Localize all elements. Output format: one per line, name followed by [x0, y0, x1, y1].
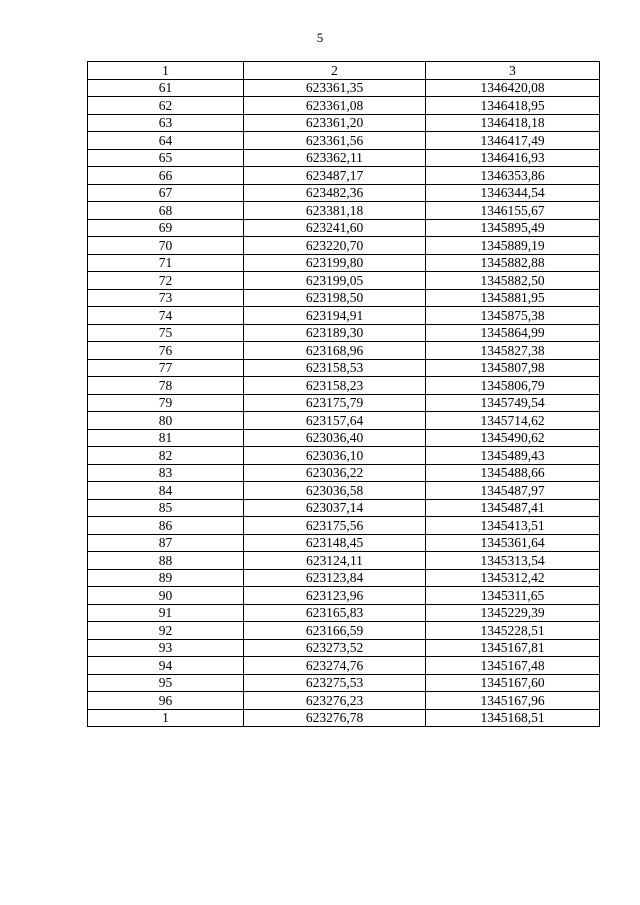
point-number-cell: 77: [88, 359, 244, 377]
x-coordinate-cell: 623275,53: [244, 674, 426, 692]
table-row: [88, 324, 600, 342]
x-coordinate-cell: 623381,18: [244, 202, 426, 220]
y-coordinate-cell: 1345807,98: [426, 359, 600, 377]
x-coordinate-cell: 623194,91: [244, 307, 426, 325]
column-header: 1: [88, 62, 244, 80]
table-row: [88, 394, 600, 412]
x-coordinate-cell: 623158,23: [244, 377, 426, 395]
point-number-cell: 87: [88, 534, 244, 552]
y-coordinate-cell: 1345488,66: [426, 464, 600, 482]
y-coordinate-cell: 1346418,95: [426, 97, 600, 115]
y-coordinate-cell: 1345312,42: [426, 569, 600, 587]
x-coordinate-cell: 623199,80: [244, 254, 426, 272]
x-coordinate-cell: 623241,60: [244, 219, 426, 237]
x-coordinate-cell: 623361,08: [244, 97, 426, 115]
y-coordinate-cell: 1345889,19: [426, 237, 600, 255]
table-row: [88, 709, 600, 727]
point-number-cell: 1: [88, 709, 244, 727]
y-coordinate-cell: 1345882,88: [426, 254, 600, 272]
point-number-cell: 70: [88, 237, 244, 255]
y-coordinate-cell: 1345413,51: [426, 517, 600, 535]
x-coordinate-cell: 623123,84: [244, 569, 426, 587]
y-coordinate-cell: 1345806,79: [426, 377, 600, 395]
x-coordinate-cell: 623036,58: [244, 482, 426, 500]
y-coordinate-cell: 1345895,49: [426, 219, 600, 237]
point-number-cell: 89: [88, 569, 244, 587]
y-coordinate-cell: 1345167,48: [426, 657, 600, 675]
x-coordinate-cell: 623037,14: [244, 499, 426, 517]
point-number-cell: 67: [88, 184, 244, 202]
table-row: [88, 132, 600, 150]
x-coordinate-cell: 623036,22: [244, 464, 426, 482]
x-coordinate-cell: 623274,76: [244, 657, 426, 675]
point-number-cell: 83: [88, 464, 244, 482]
page-number: 5: [316, 30, 324, 45]
point-number-cell: 82: [88, 447, 244, 465]
point-number-cell: 69: [88, 219, 244, 237]
point-number-cell: 94: [88, 657, 244, 675]
y-coordinate-cell: 1345875,38: [426, 307, 600, 325]
x-coordinate-cell: 623189,30: [244, 324, 426, 342]
point-number-cell: 91: [88, 604, 244, 622]
y-coordinate-cell: 1345487,97: [426, 482, 600, 500]
table-row: [88, 114, 600, 132]
table-row: [88, 464, 600, 482]
table-row: [88, 202, 600, 220]
x-coordinate-cell: 623124,11: [244, 552, 426, 570]
table-row: [88, 79, 600, 97]
table-row: [88, 184, 600, 202]
table-row: [88, 377, 600, 395]
y-coordinate-cell: 1345167,60: [426, 674, 600, 692]
point-number-cell: 76: [88, 342, 244, 360]
table-row: [88, 167, 600, 185]
table-body: [88, 79, 600, 727]
table-row: [88, 412, 600, 430]
y-coordinate-cell: 1345361,64: [426, 534, 600, 552]
x-coordinate-cell: 623165,83: [244, 604, 426, 622]
x-coordinate-cell: 623036,10: [244, 447, 426, 465]
point-number-cell: 68: [88, 202, 244, 220]
table-row: [88, 657, 600, 675]
column-header: 2: [244, 62, 426, 80]
x-coordinate-cell: 623168,96: [244, 342, 426, 360]
table-row: [88, 289, 600, 307]
x-coordinate-cell: 623361,35: [244, 79, 426, 97]
point-number-cell: 64: [88, 132, 244, 150]
table-row: [88, 534, 600, 552]
table-row: [88, 639, 600, 657]
point-number-cell: 84: [88, 482, 244, 500]
table-row: [88, 604, 600, 622]
x-coordinate-cell: 623157,64: [244, 412, 426, 430]
point-number-cell: 96: [88, 692, 244, 710]
point-number-cell: 66: [88, 167, 244, 185]
point-number-cell: 93: [88, 639, 244, 657]
y-coordinate-cell: 1345881,95: [426, 289, 600, 307]
y-coordinate-cell: 1346155,67: [426, 202, 600, 220]
table-row: [88, 587, 600, 605]
x-coordinate-cell: 623166,59: [244, 622, 426, 640]
table-row: [88, 272, 600, 290]
y-coordinate-cell: 1345167,81: [426, 639, 600, 657]
table-row: [88, 429, 600, 447]
table-row: [88, 674, 600, 692]
table-row: [88, 97, 600, 115]
x-coordinate-cell: 623361,56: [244, 132, 426, 150]
x-coordinate-cell: 623276,78: [244, 709, 426, 727]
x-coordinate-cell: 623276,23: [244, 692, 426, 710]
x-coordinate-cell: 623199,05: [244, 272, 426, 290]
y-coordinate-cell: 1346353,86: [426, 167, 600, 185]
point-number-cell: 61: [88, 79, 244, 97]
point-number-cell: 62: [88, 97, 244, 115]
x-coordinate-cell: 623175,79: [244, 394, 426, 412]
table-row: [88, 219, 600, 237]
point-number-cell: 90: [88, 587, 244, 605]
point-number-cell: 79: [88, 394, 244, 412]
coordinates-table: [87, 61, 600, 727]
table-row: [88, 359, 600, 377]
y-coordinate-cell: 1345714,62: [426, 412, 600, 430]
y-coordinate-cell: 1345827,38: [426, 342, 600, 360]
point-number-cell: 78: [88, 377, 244, 395]
y-coordinate-cell: 1346344,54: [426, 184, 600, 202]
point-number-cell: 65: [88, 149, 244, 167]
point-number-cell: 81: [88, 429, 244, 447]
table-row: [88, 254, 600, 272]
point-number-cell: 73: [88, 289, 244, 307]
point-number-cell: 95: [88, 674, 244, 692]
column-header: 3: [426, 62, 600, 80]
table-row: [88, 517, 600, 535]
x-coordinate-cell: 623148,45: [244, 534, 426, 552]
x-coordinate-cell: 623175,56: [244, 517, 426, 535]
table-row: [88, 307, 600, 325]
y-coordinate-cell: 1345864,99: [426, 324, 600, 342]
x-coordinate-cell: 623361,20: [244, 114, 426, 132]
x-coordinate-cell: 623198,50: [244, 289, 426, 307]
y-coordinate-cell: 1346417,49: [426, 132, 600, 150]
point-number-cell: 74: [88, 307, 244, 325]
x-coordinate-cell: 623158,53: [244, 359, 426, 377]
y-coordinate-cell: 1345167,96: [426, 692, 600, 710]
table-row: [88, 447, 600, 465]
x-coordinate-cell: 623220,70: [244, 237, 426, 255]
x-coordinate-cell: 623482,36: [244, 184, 426, 202]
table-row: [88, 237, 600, 255]
point-number-cell: 63: [88, 114, 244, 132]
table-row: [88, 552, 600, 570]
y-coordinate-cell: 1345490,62: [426, 429, 600, 447]
y-coordinate-cell: 1345487,41: [426, 499, 600, 517]
table-row: [88, 499, 600, 517]
table-row: [88, 149, 600, 167]
table-row: [88, 569, 600, 587]
table-header-row: [88, 62, 600, 80]
x-coordinate-cell: 623273,52: [244, 639, 426, 657]
point-number-cell: 85: [88, 499, 244, 517]
y-coordinate-cell: 1345882,50: [426, 272, 600, 290]
point-number-cell: 80: [88, 412, 244, 430]
point-number-cell: 86: [88, 517, 244, 535]
point-number-cell: 92: [88, 622, 244, 640]
y-coordinate-cell: 1345313,54: [426, 552, 600, 570]
y-coordinate-cell: 1345168,51: [426, 709, 600, 727]
x-coordinate-cell: 623036,40: [244, 429, 426, 447]
y-coordinate-cell: 1346416,93: [426, 149, 600, 167]
x-coordinate-cell: 623487,17: [244, 167, 426, 185]
y-coordinate-cell: 1345311,65: [426, 587, 600, 605]
table-row: [88, 622, 600, 640]
y-coordinate-cell: 1346418,18: [426, 114, 600, 132]
point-number-cell: 72: [88, 272, 244, 290]
y-coordinate-cell: 1346420,08: [426, 79, 600, 97]
y-coordinate-cell: 1345489,43: [426, 447, 600, 465]
x-coordinate-cell: 623362,11: [244, 149, 426, 167]
y-coordinate-cell: 1345229,39: [426, 604, 600, 622]
y-coordinate-cell: 1345228,51: [426, 622, 600, 640]
point-number-cell: 88: [88, 552, 244, 570]
table-row: [88, 342, 600, 360]
point-number-cell: 75: [88, 324, 244, 342]
table-row: [88, 692, 600, 710]
y-coordinate-cell: 1345749,54: [426, 394, 600, 412]
point-number-cell: 71: [88, 254, 244, 272]
x-coordinate-cell: 623123,96: [244, 587, 426, 605]
table-row: [88, 482, 600, 500]
